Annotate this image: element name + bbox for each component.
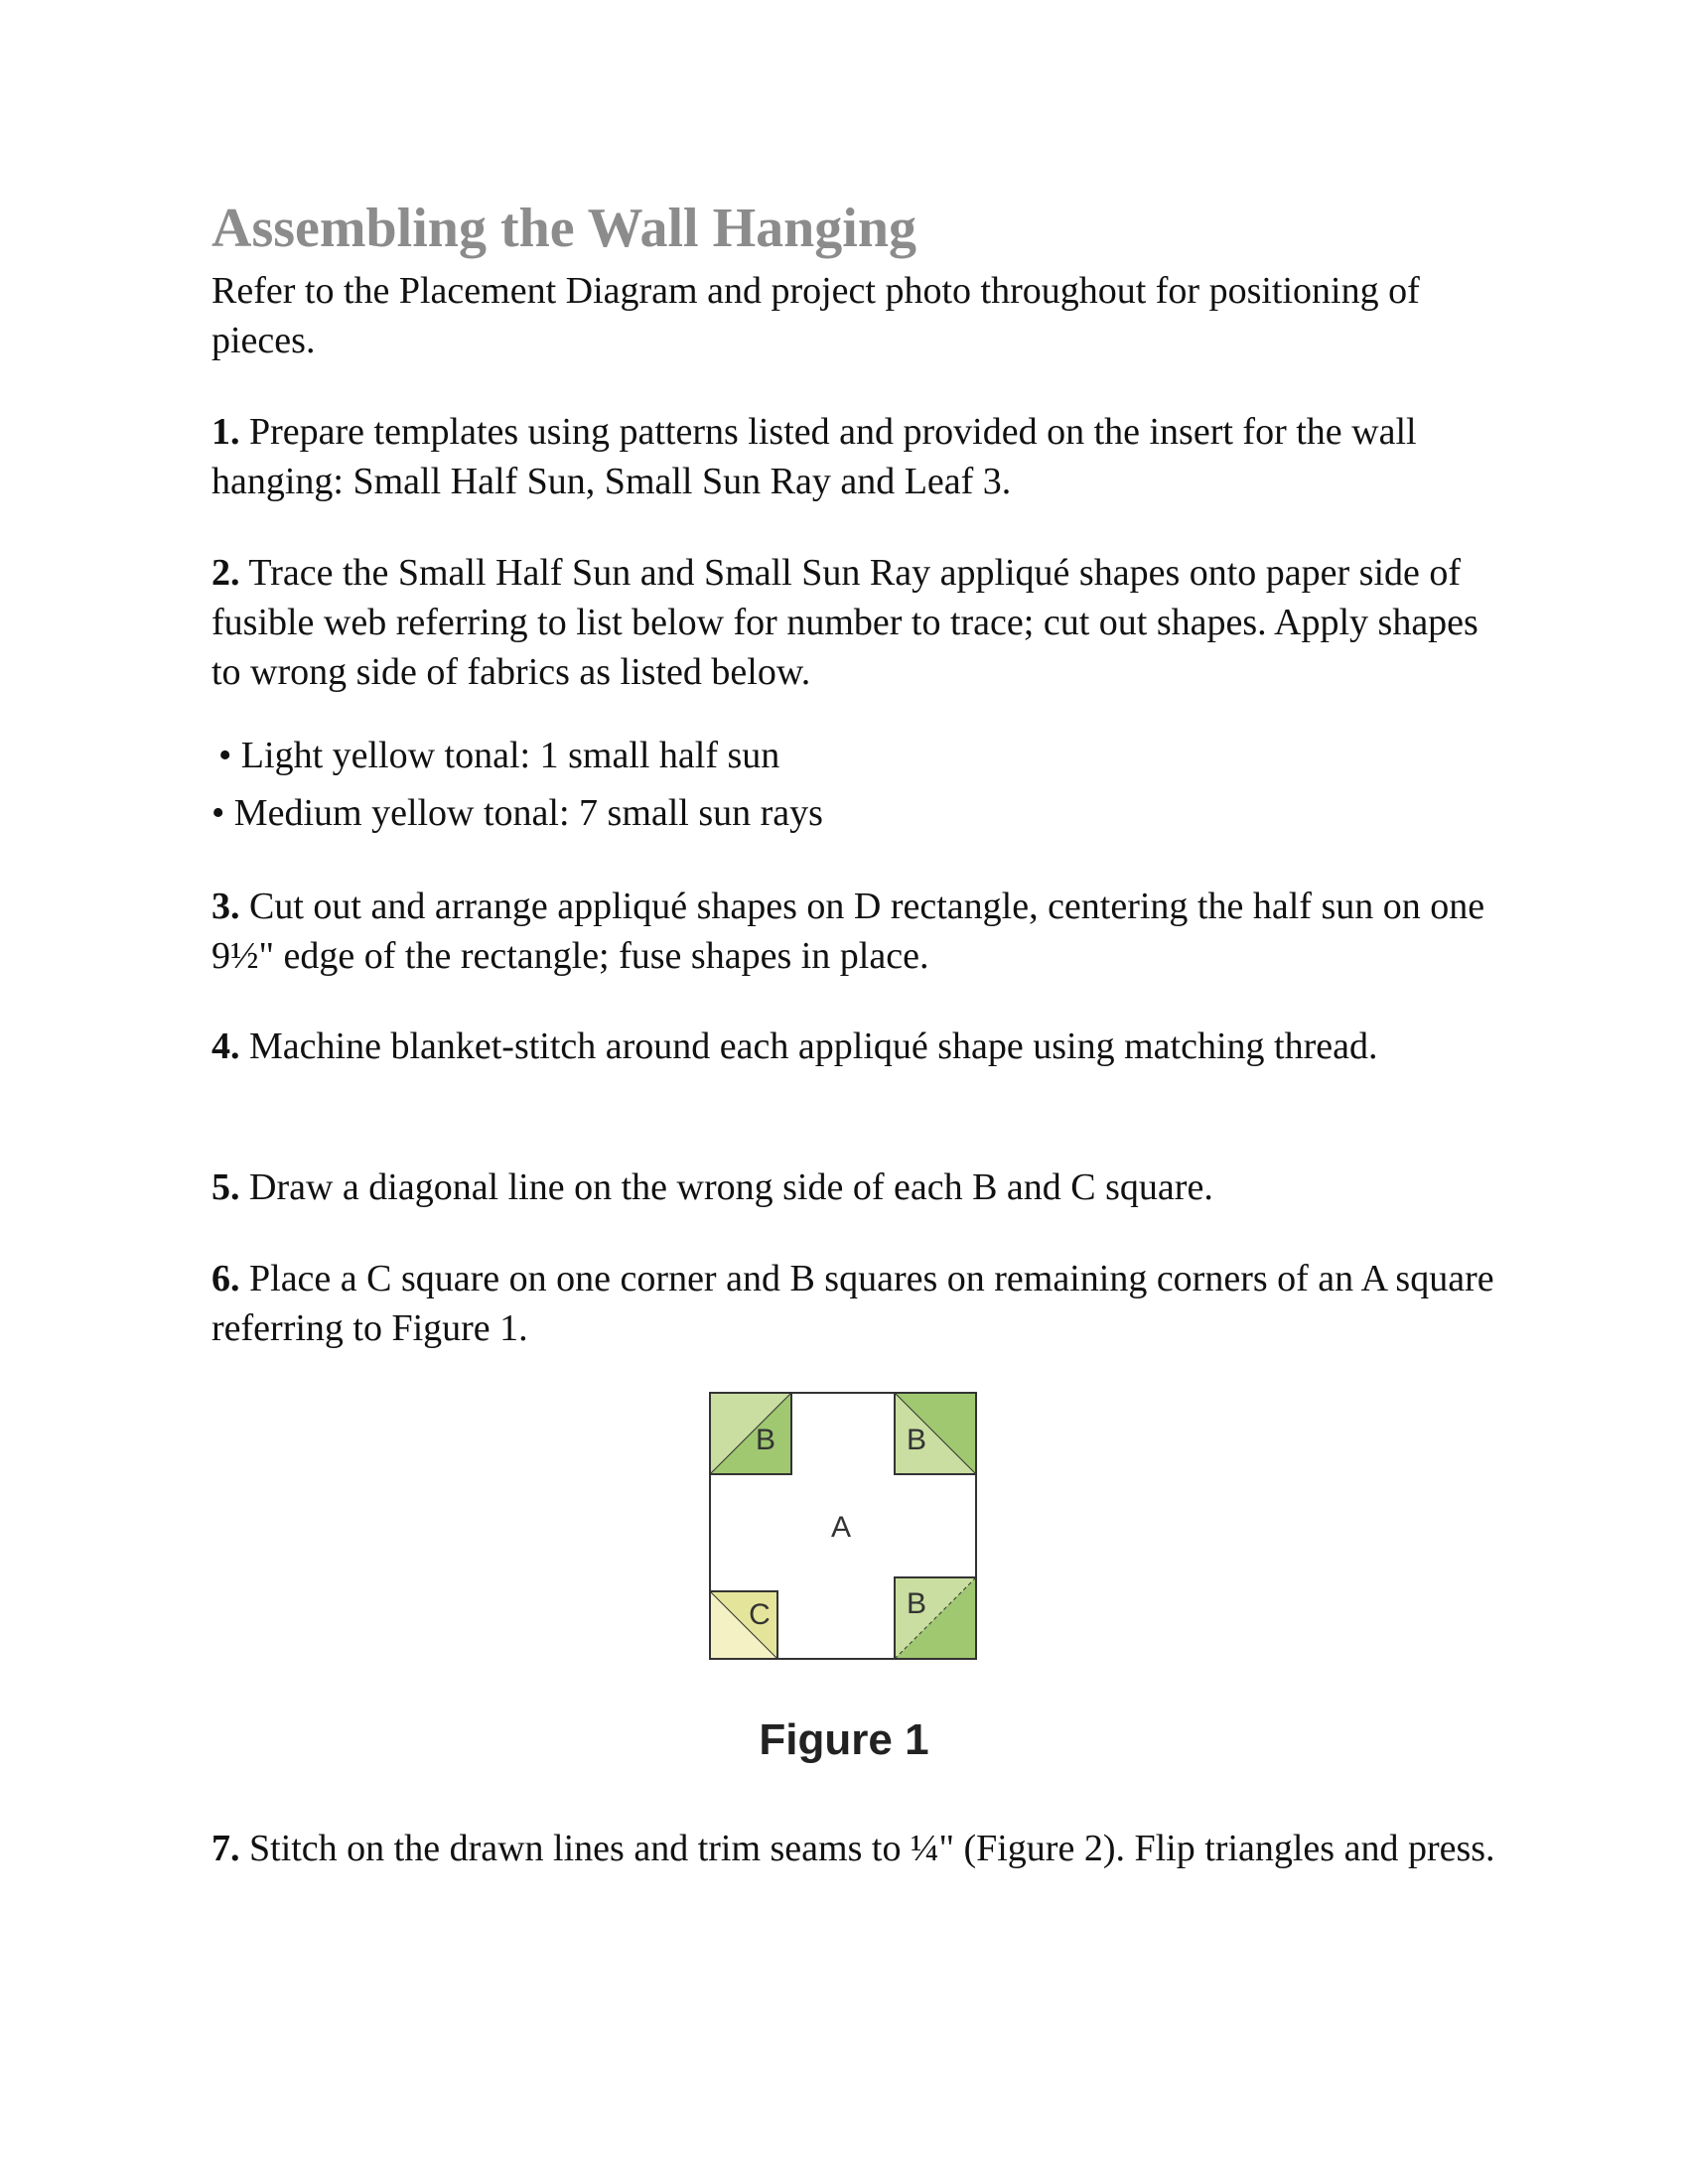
figure-caption: Figure 1 [759,1715,929,1764]
step-5 [211,1162,1502,1212]
step-1 [211,407,1502,506]
step-number: 7. [211,1828,240,1869]
bullet-item: • Medium yellow tonal: 7 small sun rays [211,792,823,834]
step-text: Prepare templates using patterns listed and provided on the insert for the wall hanging: Small Half Sun, Small Sun Ray and Leaf 3. [211,411,1417,502]
label-c: C [749,1598,771,1631]
bullet-item: • Light yellow tonal: 1 small half sun [218,735,780,776]
step-number: 4. [211,1025,240,1067]
step-text: Stitch on the drawn lines and trim seams to ¼" (Figure 2). Flip triangles and press. [239,1828,1495,1869]
step-number: 1. [211,411,240,453]
label-a: A [830,1511,852,1544]
step-text: Cut out and arrange appliqué shapes on D rectangle, centering the half sun on one 9½" edge of the rectangle; fuse shapes in place. [211,886,1485,977]
step-number: 3. [211,886,240,927]
step-text: Machine blanket-stitch around each appliqué shape using matching thread. [239,1025,1378,1067]
step-6 [211,1254,1502,1353]
step-number: 5. [211,1166,240,1208]
figure-1-diagram [709,1392,977,1660]
page-title: Assembling the Wall Hanging [211,198,917,259]
step-3 [211,882,1502,981]
label-b-bottom-right: B [906,1587,927,1620]
label-b-top-right: B [906,1424,927,1456]
step-text: Place a C square on one corner and B squares on remaining corners of an A square referring to Figure 1. [211,1258,1494,1349]
step-number: 2. [211,552,240,594]
step-2 [211,548,1502,697]
intro-paragraph: Refer to the Placement Diagram and project photo throughout for positioning of pieces. [211,270,1420,361]
step-4 [211,1022,1502,1071]
label-b-top-left: B [755,1424,776,1456]
square-b-top-left [710,1393,791,1474]
step-7 [211,1824,1502,1873]
step-number: 6. [211,1258,240,1299]
step-text: Draw a diagonal line on the wrong side of each B and C square. [239,1166,1213,1208]
step-text: Trace the Small Half Sun and Small Sun Ray appliqué shapes onto paper side of fusible web referring to list below for number to trace; cut out shapes. Apply shapes to wrong side of fabrics as listed below. [211,552,1478,693]
